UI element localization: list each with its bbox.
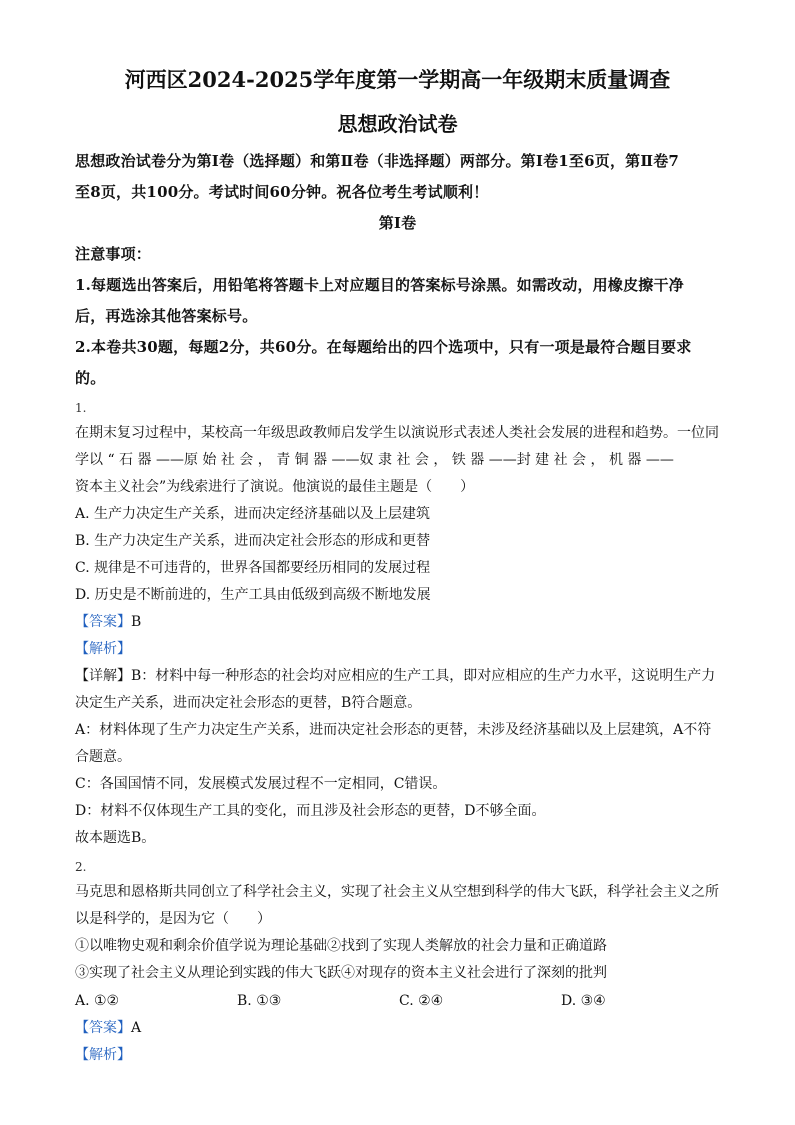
question-1-detail-line-1 <box>75 666 715 686</box>
question-1-detail-line-5: C：各国国情不同，发展模式发展过程不一定相同，C错误。 <box>75 776 447 792</box>
question-2-stem-line-3: ①以唯物史观和剩余价值学说为理论基础②找到了实现人类解放的社会力量和正确道路 <box>75 938 607 954</box>
question-2-stem-line-1: 马克思和恩格斯共同创立了科学社会主义，实现了社会主义从空想到科学的伟大飞跃，科学社会主义之所 <box>75 884 719 900</box>
question-2-number: 2. <box>75 860 87 874</box>
detail-text: B：材料中每一种形态的社会均对应相应的生产工具，即对应相应的生产力水平，这说明生产力 <box>131 668 716 684</box>
answer-tag: 【答案】 <box>75 614 131 630</box>
question-1-option-a: A. 生产力决定生产关系，进而决定经济基础以及上层建筑 <box>75 506 431 522</box>
page-subtitle: 思想政治试卷 <box>337 112 458 136</box>
question-1-number: 1. <box>75 401 87 415</box>
question-1-stem-line-2: 学以 “ 石 器 ——原 始 社 会 ， 青 铜 器 ——奴 隶 社 会 ， 铁 器 ——封 建 社 会 ， 机 器 —— <box>75 452 674 468</box>
question-2-option-a: A. ①② <box>75 993 120 1009</box>
question-1-detail-line-7: 故本题选B。 <box>75 830 156 846</box>
question-1-detail-line-4: 合题意。 <box>75 749 131 765</box>
notice-heading: 注意事项： <box>75 245 152 263</box>
detail-tag: 【详解】 <box>75 668 131 684</box>
question-2-option-c: C. ②④ <box>399 993 444 1009</box>
answer-value: A <box>131 1020 142 1036</box>
question-1-answer <box>75 612 141 632</box>
question-1-option-c: C. 规律是不可违背的，世界各国都要经历相同的发展过程 <box>75 560 431 576</box>
intro-line-2: 至8页，共100分。考试时间60分钟。祝各位考生考试顺利！ <box>75 183 489 201</box>
question-2-option-b: B. ①③ <box>237 993 282 1009</box>
question-1-analysis-tag: 【解析】 <box>75 641 131 657</box>
intro-line-1: 思想政治试卷分为第Ⅰ卷（选择题）和第Ⅱ卷（非选择题）两部分。第Ⅰ卷1至6页，第Ⅱ卷7 <box>75 152 680 170</box>
section-label: 第Ⅰ卷 <box>378 214 417 232</box>
answer-tag: 【答案】 <box>75 1020 131 1036</box>
question-1-option-b: B. 生产力决定生产关系，进而决定社会形态的形成和更替 <box>75 533 431 549</box>
question-1-option-d: D. 历史是不断前进的，生产工具由低级到高级不断地发展 <box>75 587 431 603</box>
page-title: 河西区2024-2025学年度第一学期高一年级期末质量调查 <box>124 67 671 92</box>
question-1-detail-line-3: A：材料体现了生产力决定生产关系，进而决定社会形态的更替，未涉及经济基础以及上层建筑，A不符 <box>75 722 712 738</box>
question-2-stem-line-4: ③实现了社会主义从理论到实践的伟大飞跃④对现存的资本主义社会进行了深刻的批判 <box>75 965 607 981</box>
notice-item-2-line-2: 的。 <box>75 369 106 387</box>
question-2-answer <box>75 1018 141 1038</box>
question-2-stem-line-2: 以是科学的，是因为它（ ） <box>75 911 271 927</box>
question-1-stem-line-3: 资本主义社会”为线索进行了演说。他演说的最佳主题是（ ） <box>75 479 475 495</box>
question-1-stem-line-1: 在期末复习过程中，某校高一年级思政教师启发学生以演说形式表述人类社会发展的进程和趋势。一位同 <box>75 425 719 441</box>
question-1-detail-line-2: 决定生产关系，进而决定社会形态的更替，B符合题意。 <box>75 695 422 711</box>
notice-item-1-line-2: 后，再选涂其他答案标号。 <box>75 307 258 325</box>
notice-item-2-line-1: 2.本卷共30题，每题2分，共60分。在每题给出的四个选项中，只有一项是最符合题目要求 <box>75 338 692 356</box>
question-2-option-d: D. ③④ <box>561 993 606 1009</box>
question-1-detail-line-6: D：材料不仅体现生产工具的变化，而且涉及社会形态的更替，D不够全面。 <box>75 803 546 819</box>
answer-value: B <box>131 614 142 630</box>
notice-item-1-line-1: 1.每题选出答案后，用铅笔将答题卡上对应题目的答案标号涂黑。如需改动，用橡皮擦干净 <box>75 276 684 294</box>
question-2-analysis-tag: 【解析】 <box>75 1047 131 1063</box>
